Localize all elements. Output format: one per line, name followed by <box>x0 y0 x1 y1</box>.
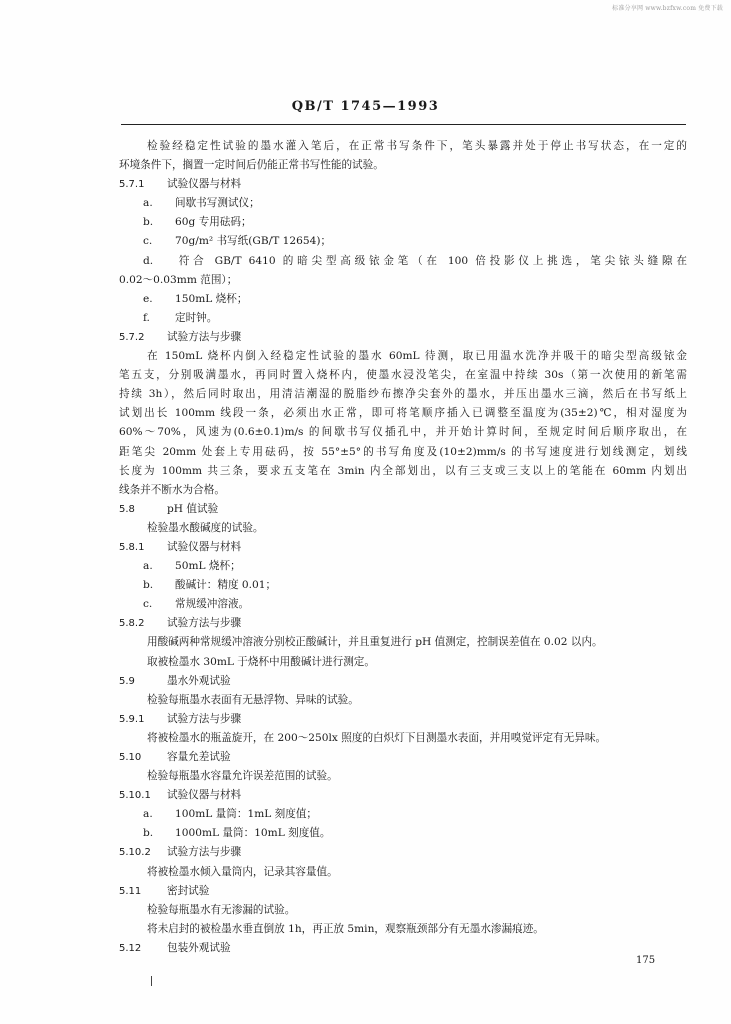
list-item: f. 定时钟。 <box>143 311 218 324</box>
list-item: c. 常规缓冲溶液。 <box>143 598 250 611</box>
section-5-11-heading: 5.11 密封试验 <box>119 884 210 897</box>
section-5-8-1-heading: 5.8.1 试验仪器与材料 <box>119 540 242 553</box>
section-5-8-2-heading: 5.8.2 试验方法与步骤 <box>119 617 242 630</box>
paragraph-line: 将未启封的被检墨水垂直倒放 1h，再正放 5min，观察瓶颈部分有无墨水渗漏痕迹。 <box>147 922 544 935</box>
standard-header: QB/T 1745—1993 <box>291 99 440 114</box>
section-5-10-2-heading: 5.10.2 试验方法与步骤 <box>119 846 242 859</box>
list-item: b. 60g 专用砝码； <box>143 216 252 229</box>
paragraph-line: 将被检墨水的瓶盖旋开，在 200～250lx 照度的白炽灯下目测墨水表面，并用嗅觉评定有无异味。 <box>147 731 607 744</box>
paragraph-line: 笔五支，分别吸满墨水，再同时置入烧杯内，使墨水浸没笔尖，在室温中持续 30s（第一次使用的新笔需 <box>119 369 687 382</box>
section-5-7-2-heading: 5.7.2 试验方法与步骤 <box>119 330 242 343</box>
paragraph-line: 60%～70%，风速为(0.6±0.1)m/s 的间歇书写仪插孔中，并开始计算时间，至规定时间后顺序取出，在 <box>119 426 687 439</box>
section-description: 检验每瓶墨水有无渗漏的试验。 <box>147 903 296 916</box>
paragraph-line: 线条并不断水为合格。 <box>119 483 225 496</box>
list-item: e. 150mL 烧杯； <box>143 292 248 305</box>
list-item-continuation: 0.02～0.03mm 范围）； <box>119 273 238 286</box>
list-item: b. 酸碱计：精度 0.01； <box>143 579 277 592</box>
paragraph-line: 长度为 100mm 共三条，要求五支笔在 3min 内全部划出，以有三支或三支以上的笔能在 60mm 内划出 <box>119 464 687 477</box>
list-item: d. 符合 GB/T 6410 的暗尖型高级铱金笔（在 100 倍投影仪上挑选，笔尖铱头缝隙在 <box>143 254 687 267</box>
list-item: a. 间歇书写测试仪； <box>143 197 260 210</box>
page-number: 175 <box>636 955 656 966</box>
list-item: a. 100mL 量筒：1mL 刻度值； <box>143 808 318 821</box>
intro-line: 检验经稳定性试验的墨水灌入笔后，在正常书写条件下，笔头暴露并处于停止书写状态，在一定的 <box>147 140 687 152</box>
paragraph-line: 距笔尖 20mm 处套上专用砝码，按 55°±5°的书写角度及(10±2)mm/s 的书写速度进行划线测定，划线 <box>119 445 687 458</box>
paragraph-line: 试划出长 100mm 线段一条，必须出水正常，即可将笔顺序插入已调整至温度为(35±2)℃，相对湿度为 <box>119 407 687 420</box>
paragraph-line: 在 150mL 烧杯内倒入经稳定性试验的墨水 60mL 待测，取已用温水洗净并吸干的暗尖型高级铱金 <box>147 350 687 363</box>
watermark: 标准分享网 www.bzfxw.com 免费下载 <box>612 5 723 12</box>
intro-line: 环境条件下，搁置一定时间后仍能正常书写性能的试验。 <box>119 159 384 172</box>
section-5-9-heading: 5.9 墨水外观试验 <box>119 674 231 687</box>
section-description: 检验每瓶墨水表面有无悬浮物、异味的试验。 <box>147 693 359 706</box>
section-5-9-1-heading: 5.9.1 试验方法与步骤 <box>119 712 242 725</box>
list-item: a. 50mL 烧杯； <box>143 560 241 573</box>
section-description: 检验墨水酸碱度的试验。 <box>147 521 264 534</box>
paragraph-line: 取被检墨水 30mL 于烧杯中用酸碱计进行测定。 <box>147 655 375 668</box>
paragraph-line: 将被检墨水倾入量筒内，记录其容量值。 <box>147 865 338 878</box>
document-body <box>119 137 687 958</box>
section-5-8-heading: 5.8 pH 值试验 <box>119 502 219 515</box>
scan-mark <box>151 976 152 986</box>
section-5-10-1-heading: 5.10.1 试验仪器与材料 <box>119 789 242 802</box>
section-5-7-1-heading: 5.7.1 试验仪器与材料 <box>119 178 242 191</box>
section-5-12-heading: 5.12 包装外观试验 <box>119 941 231 954</box>
header-rule <box>121 124 686 125</box>
paragraph-line: 用酸碱两种常规缓冲溶液分别校正酸碱计，并且重复进行 pH 值测定，控制误差值在 0.02 以内。 <box>147 636 603 649</box>
list-item: c. 70g/m² 书写纸(GB/T 12654)； <box>143 235 332 248</box>
paragraph-line: 持续 3h），然后同时取出，用清洁潮湿的脱脂纱布擦净尖套外的墨水，并压出墨水三滴，然后在书写纸上 <box>119 388 687 401</box>
section-description: 检验每瓶墨水容量允许误差范围的试验。 <box>147 770 338 783</box>
list-item: b. 1000mL 量筒：10mL 刻度值。 <box>143 827 331 840</box>
section-5-10-heading: 5.10 容量允差试验 <box>119 751 231 763</box>
